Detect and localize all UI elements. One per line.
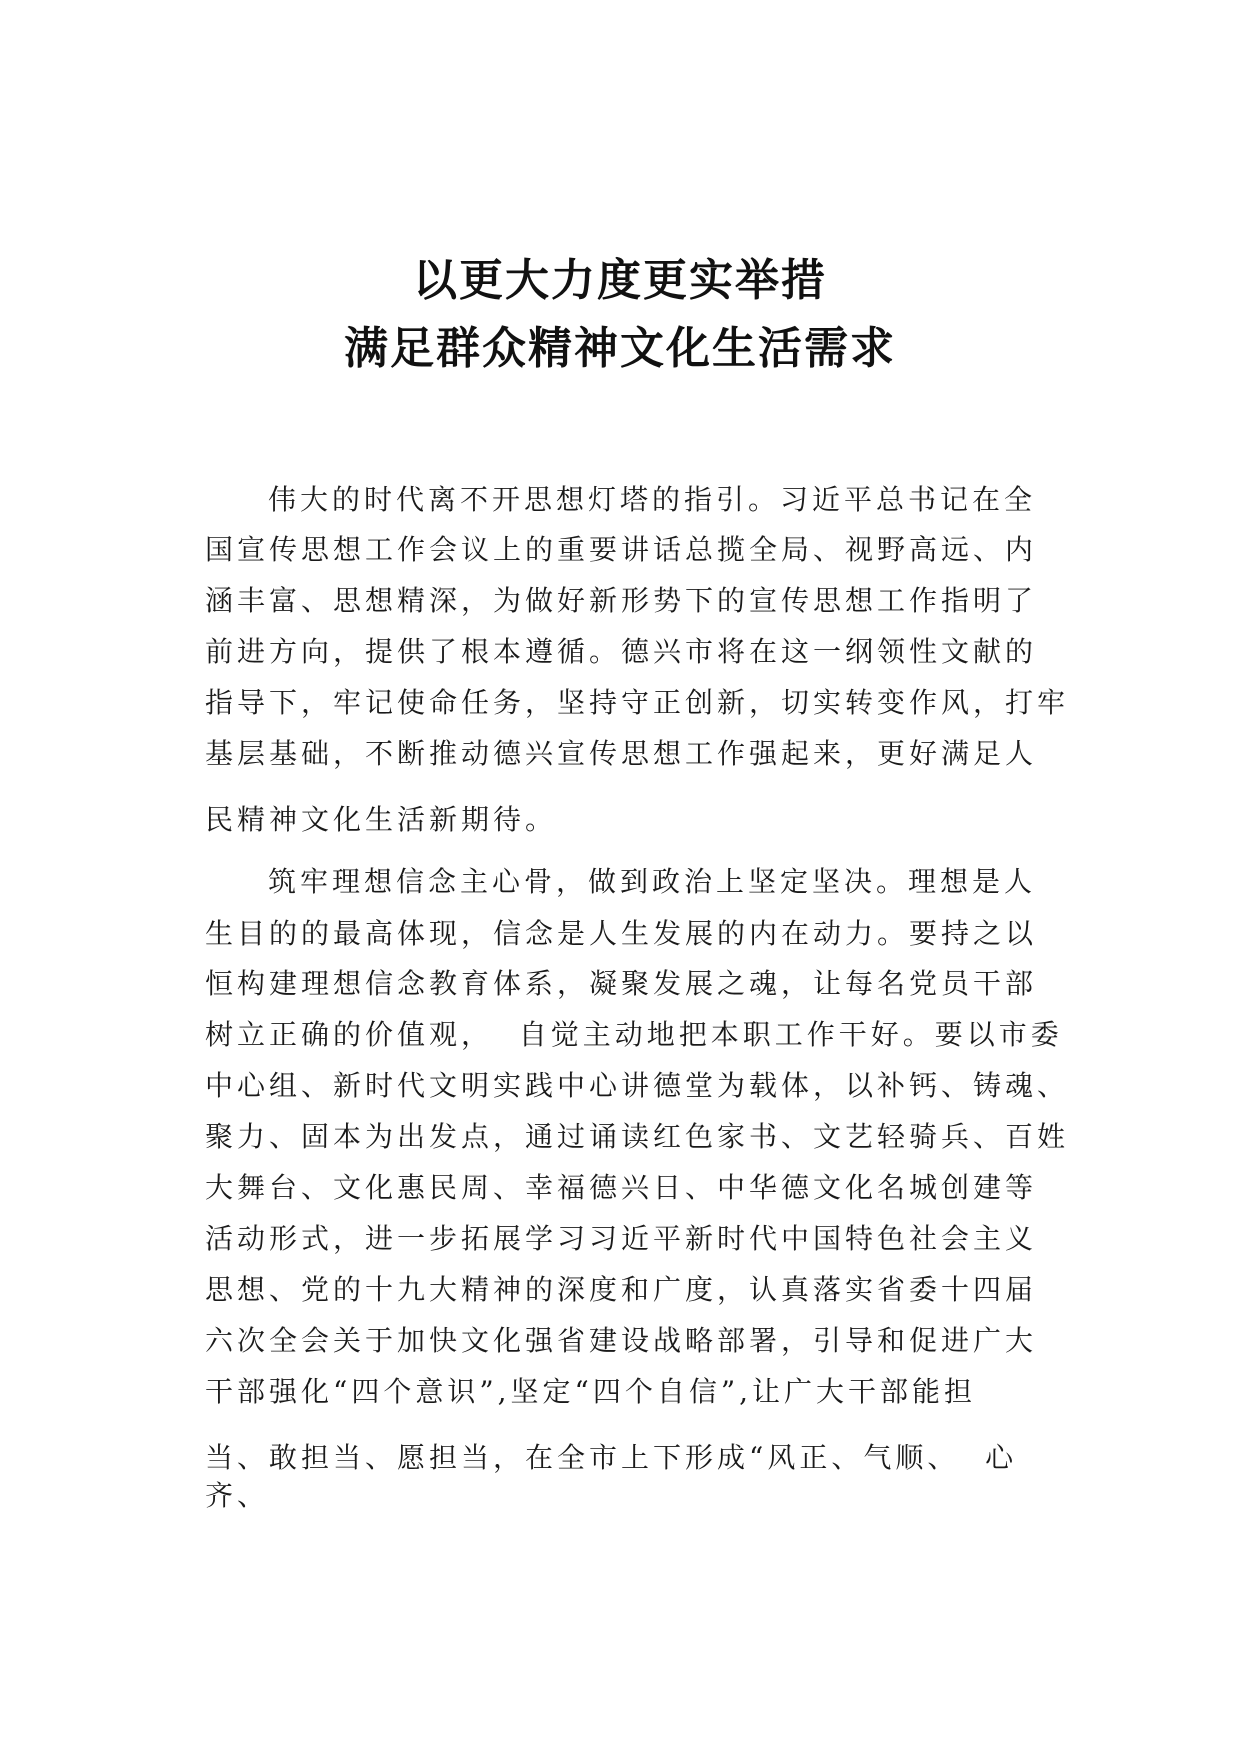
paragraph-1-line: 伟大的时代离不开思想灯塔的指引。习近平总书记在全 (268, 483, 1037, 516)
paragraph-2-line: 聚力、固本为出发点，通过诵读红色家书、文艺轻骑兵、百姓 (205, 1120, 1070, 1153)
title-line-2: 满足群众精神文化生活需求 (344, 323, 896, 374)
paragraph-2-line: 树立正确的价值观， 自觉主动地把本职工作干好。要以市委 (205, 1018, 1063, 1051)
paragraph-1-line: 民精神文化生活新期待。 (205, 803, 558, 836)
paragraph-2-line: 活动形式，进一步拓展学习习近平新时代中国特色社会主义 (205, 1222, 1038, 1255)
paragraph-1-line: 基层基础，不断推动德兴宣传思想工作强起来，更好满足人 (205, 737, 1038, 770)
paragraph-2-line: 思想、党的十九大精神的深度和广度，认真落实省委十四届 (205, 1273, 1038, 1306)
paragraph-2-line: 六次全会关于加快文化强省建设战略部署，引导和促进广大 (205, 1324, 1038, 1357)
paragraph-2-line: 筑牢理想信念主心骨，做到政治上坚定坚决。理想是人 (268, 865, 1037, 898)
paragraph-2-line: 齐、 (205, 1479, 270, 1512)
paragraph-1-line: 前进方向，提供了根本遵循。德兴市将在这一纲领性文献的 (205, 635, 1038, 668)
paragraph-1-line: 涵丰富、思想精深，为做好新形势下的宣传思想工作指明了 (205, 584, 1038, 617)
paragraph-2-line: 当、敢担当、愿担当，在全市上下形成“风正、气顺、 心 (205, 1441, 1018, 1474)
paragraph-2-line: 中心组、新时代文明实践中心讲德堂为载体，以补钙、铸魂、 (205, 1069, 1070, 1102)
paragraph-1-line: 国宣传思想工作会议上的重要讲话总揽全局、视野高远、内 (205, 533, 1038, 566)
paragraph-2-line: 大舞台、文化惠民周、幸福德兴日、中华德文化名城创建等 (205, 1171, 1038, 1204)
paragraph-2-line: 生目的的最高体现，信念是人生发展的内在动力。要持之以 (205, 917, 1038, 950)
paragraph-2-line: 恒构建理想信念教育体系，凝聚发展之魂，让每名党员干部 (205, 967, 1038, 1000)
title-line-1: 以更大力度更实举措 (413, 255, 827, 306)
paragraph-1-line: 指导下，牢记使命任务，坚持守正创新，切实转变作风，打牢 (205, 686, 1070, 719)
paragraph-2-line: 干部强化“四个意识”,坚定“四个自信”,让广大干部能担 (205, 1375, 977, 1408)
